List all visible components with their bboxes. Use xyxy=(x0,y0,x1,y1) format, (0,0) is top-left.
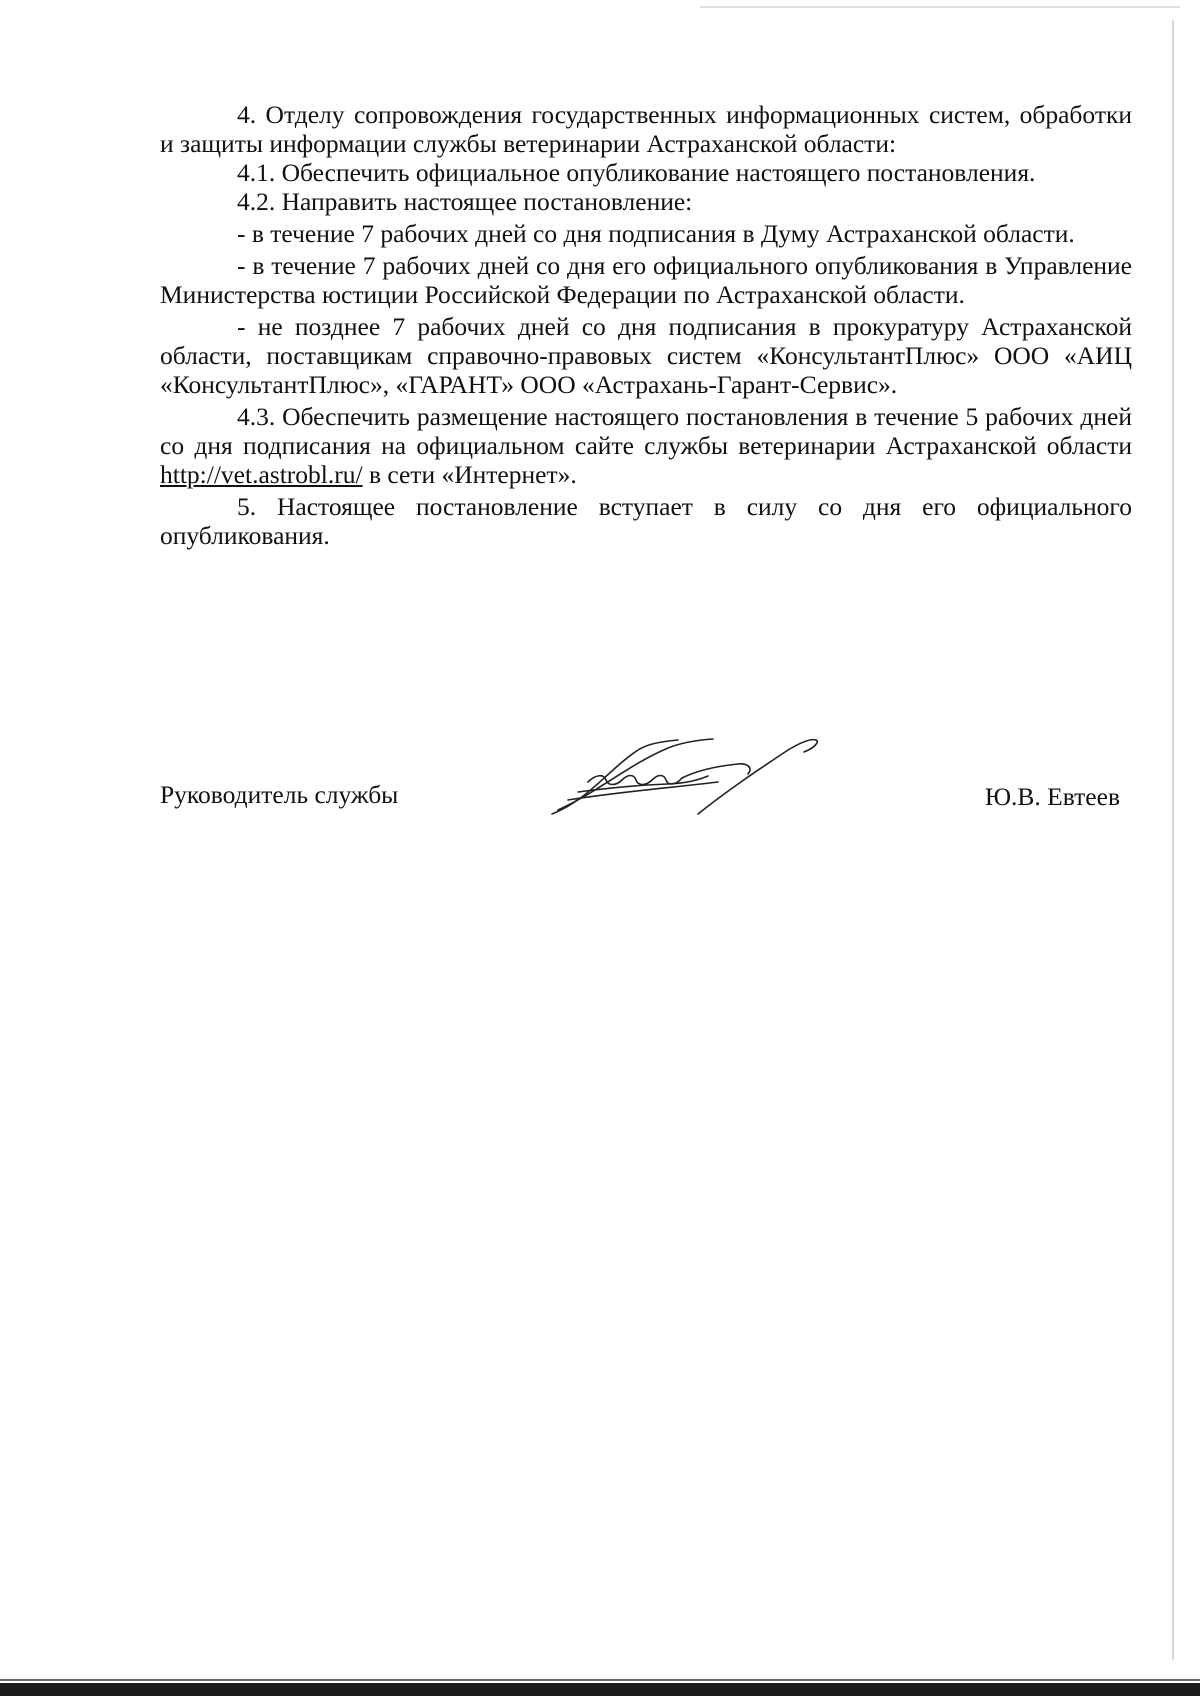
signature-block xyxy=(160,780,1120,820)
paragraph-4-3-tail: в сети «Интернет». xyxy=(362,460,577,489)
document-body xyxy=(160,100,1132,550)
signatory-name: Ю.В. Евтеев xyxy=(984,782,1120,811)
paragraph-duma: - в течение 7 рабочих дней со дня подписания в Думу Астраханской области. xyxy=(237,219,1075,248)
paragraph-4-3-text: 4.3. Обеспечить размещение настоящего постановления в течение 5 рабочих дней со дня подписания на официальном сайте службы ветеринарии Астраханской области xyxy=(160,402,1132,460)
scan-edge-bottom xyxy=(0,1683,1200,1696)
scan-edge-bottom-line xyxy=(0,1679,1200,1681)
scan-edge-right xyxy=(1172,20,1174,1660)
paragraph-4-2: 4.2. Направить настоящее постановление: xyxy=(237,187,693,216)
website-link[interactable]: http://vet.astrobl.ru/ xyxy=(160,460,363,489)
paragraph-4-3 xyxy=(160,402,1132,489)
paragraph-prosecutor: - не позднее 7 рабочих дней со дня подписания в прокуратуру Астраханской области, поставщикам справочно-правовых систем «КонсультантПлюс» ООО «АИЦ «КонсультантПлюс», «ГАРАНТ» ООО «Астрахань-Гарант-Сервис». xyxy=(160,312,1132,399)
paragraph-ministry: - в течение 7 рабочих дней со дня его официального опубликования в Управление Министерства юстиции Российской Федерации по Астраханской области. xyxy=(160,251,1132,309)
signatory-title: Руководитель службы xyxy=(160,780,399,809)
scan-edge-top xyxy=(700,6,1180,8)
paragraph-5: 5. Настоящее постановление вступает в силу со дня его официального опубликования. xyxy=(160,492,1132,550)
paragraph-4: 4. Отделу сопровождения государственных информационных систем, обработки и защиты информации службы ветеринарии Астраханской области: xyxy=(160,100,1132,158)
paragraph-4-1: 4.1. Обеспечить официальное опубликование настоящего постановления. xyxy=(237,158,1036,187)
